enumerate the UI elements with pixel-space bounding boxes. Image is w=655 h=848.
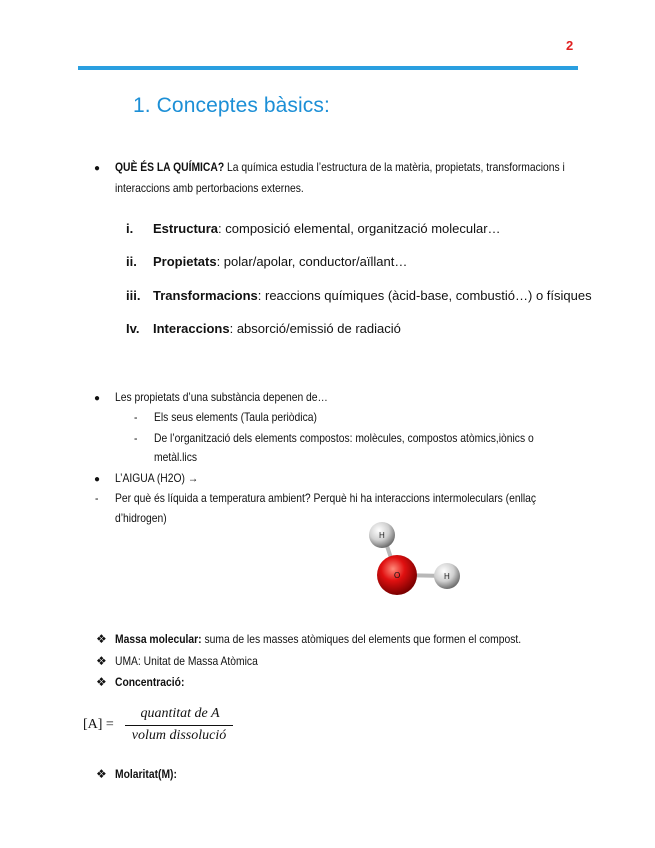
bullet-dot: ● <box>94 474 101 485</box>
dash-marker: - <box>134 431 138 445</box>
roman-numeral: i. <box>126 221 134 236</box>
chemistry-line2: interaccions amb pertorbacions externes. <box>115 181 304 195</box>
roman-numeral: iii. <box>126 288 141 303</box>
water-bullet: L’AIGUA (H2O) → <box>115 471 199 485</box>
water-molecule-image <box>360 515 470 605</box>
page-number: 2 <box>566 38 574 53</box>
section-title: 1. Conceptes bàsics: <box>133 94 330 117</box>
fraction-bar <box>125 725 233 726</box>
header-rule <box>78 66 578 70</box>
chemistry-line1: La química estudia l’estructura de la matèria, propietats, transformacions i <box>224 160 565 174</box>
bullet-dot: ● <box>94 163 101 174</box>
formula-denominator: volum dissolució <box>131 728 227 743</box>
atom-label-o: O <box>394 571 401 580</box>
formula-lhs: [A] = <box>83 717 114 732</box>
properties-sub2-line1: De l’organització dels elements compostos: molècules, compostos atòmics,iònics o <box>154 431 534 445</box>
atom-label-h: H <box>444 572 450 581</box>
water-question-line2: d’hidrogen) <box>115 511 167 525</box>
molecular-mass-label: Massa molecular: <box>115 632 202 646</box>
formula-numerator: quantitat de A <box>140 706 220 721</box>
diamond-bullet-icon: ❖ <box>96 767 107 781</box>
roman-numeral: Iv. <box>126 321 140 336</box>
uma-line: UMA: Unitat de Massa Atòmica <box>115 654 258 668</box>
properties-sub2-line2: metàl.lics <box>154 450 198 464</box>
molarity-label: Molaritat(M): <box>115 767 177 781</box>
list-item-structure: Estructura: composició elemental, organització molecular… <box>153 221 501 236</box>
bullet-dot: ● <box>94 393 101 404</box>
chemistry-paragraph-line1 <box>115 160 565 174</box>
molecular-mass-line <box>115 632 521 646</box>
water-question-line1: Per què és líquida a temperatura ambient? Perquè hi ha interaccions intermoleculars (enllaç <box>115 491 537 505</box>
diamond-bullet-icon: ❖ <box>96 675 107 689</box>
list-item-properties: Propietats: polar/apolar, conductor/aïllant… <box>153 254 408 269</box>
dash-marker: - <box>95 491 99 505</box>
list-item-transformations: Transformacions: reaccions químiques (àcid-base, combustió…) o físiques <box>153 288 592 303</box>
dash-marker: - <box>134 410 138 424</box>
diamond-bullet-icon: ❖ <box>96 654 107 668</box>
diamond-bullet-icon: ❖ <box>96 632 107 646</box>
atom-label-h: H <box>379 531 385 540</box>
chemistry-heading: QUÈ ÉS LA QUÍMICA? <box>115 160 225 174</box>
roman-numeral: ii. <box>126 254 137 269</box>
properties-intro: Les propietats d’una substància depenen de… <box>115 390 328 404</box>
list-item-interactions: Interaccions: absorció/emissió de radiació <box>153 321 401 336</box>
properties-sub1: Els seus elements (Taula periòdica) <box>154 410 317 424</box>
molecular-mass-text: suma de les masses atòmiques del elements que formen el compost. <box>201 632 522 646</box>
concentration-label: Concentració: <box>115 675 185 689</box>
